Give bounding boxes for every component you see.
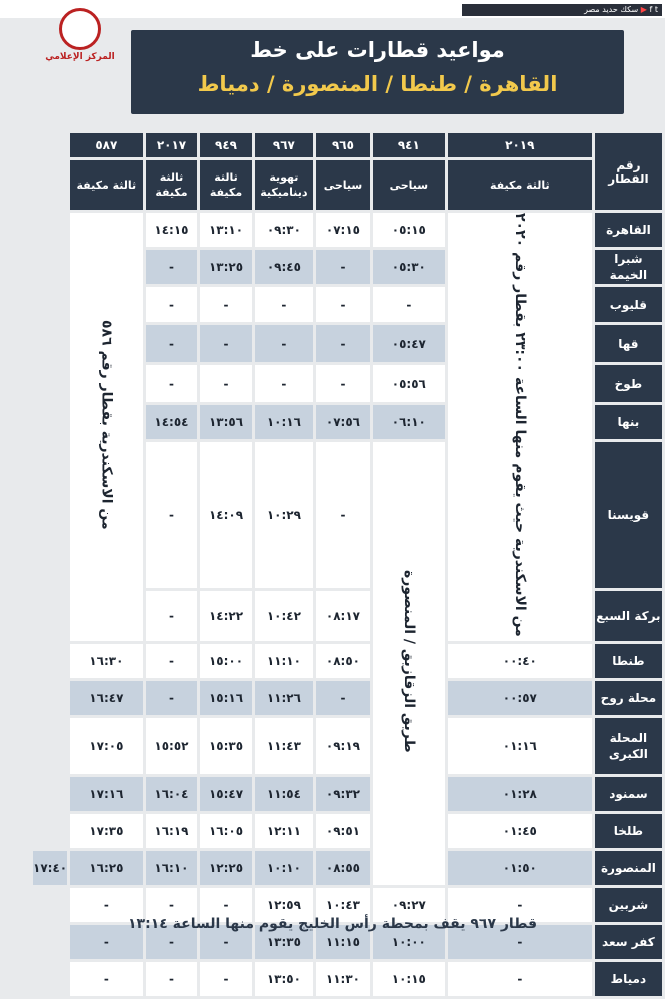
railway-logo-icon	[59, 8, 101, 50]
time-cell: ٠٨:٥٥	[316, 851, 370, 885]
time-cell: ١٠:٤٣	[316, 888, 370, 922]
time-cell: ٠٥:٤٧	[373, 325, 445, 362]
time-cell: -	[316, 365, 370, 402]
train-number-label: رقم القطار	[595, 133, 662, 210]
time-cell: -	[316, 325, 370, 362]
time-cell: ١٦:١٠	[146, 851, 198, 885]
title-banner	[131, 30, 624, 114]
logo	[30, 8, 130, 70]
time-cell: -	[448, 962, 592, 996]
time-cell: ١٤:٢٢	[200, 591, 251, 641]
station-name: محلة روح	[595, 681, 662, 715]
time-cell: ٠٧:١٥	[316, 213, 370, 247]
time-cell: ١٠:٠٠	[373, 925, 445, 959]
time-cell: ٠٩:٢٧	[373, 888, 445, 922]
time-cell: -	[316, 681, 370, 715]
station-name: سمنود	[595, 777, 662, 811]
time-cell: ٠٧:٥٦	[316, 405, 370, 439]
time-cell: -	[255, 325, 313, 362]
train-type: ثالثة مكيفة	[200, 160, 251, 210]
train-type: ثالثة مكيفة	[146, 160, 198, 210]
time-cell: -	[146, 442, 198, 588]
train-number: ٩٦٥	[316, 133, 370, 157]
station-name: طنطا	[595, 644, 662, 678]
time-cell: ١٥:٤٧	[200, 777, 251, 811]
time-cell: -	[316, 287, 370, 322]
time-cell: ٠٩:١٩	[316, 718, 370, 774]
note-train-2019: من الاسكندرية حيث يقوم منها الساعة ٢٣:٠٠ بقطار رقم ٢٠٢٠	[448, 213, 592, 641]
train-number: ٥٨٧	[70, 133, 142, 157]
logo-caption: المركز الإعلامي	[45, 52, 115, 62]
twitter-icon[interactable]: t	[654, 5, 658, 14]
time-cell: ٠٥:١٥	[373, 213, 445, 247]
time-cell: -	[70, 925, 142, 959]
train-type: سياحى	[316, 160, 370, 210]
station-name: شربين	[595, 888, 662, 922]
time-cell: -	[146, 287, 198, 322]
station-name: القاهرة	[595, 213, 662, 247]
time-cell: -	[146, 365, 198, 402]
time-cell: ١٥:٥٢	[146, 718, 198, 774]
time-cell: -	[146, 962, 198, 996]
station-name: كفر سعد	[595, 925, 662, 959]
time-cell: ٠٩:٣٢	[316, 777, 370, 811]
time-cell: ٠٠:٥٧	[448, 681, 592, 715]
time-cell: -	[146, 681, 198, 715]
time-cell: ١٥:٠٠	[200, 644, 251, 678]
time-cell: -	[316, 250, 370, 284]
train-number: ٩٤٩	[200, 133, 251, 157]
station-name: المحلة الكبرى	[595, 718, 662, 774]
time-cell: ١٣:٢٥	[200, 250, 251, 284]
time-cell: -	[200, 365, 251, 402]
time-cell: ١١:١٠	[255, 644, 313, 678]
time-cell: -	[448, 925, 592, 959]
time-cell: -	[70, 888, 142, 922]
time-cell: ١٢:٥٩	[255, 888, 313, 922]
time-cell: ١٥:٣٥	[200, 718, 251, 774]
time-cell: ١٣:٥٦	[200, 405, 251, 439]
time-cell: ١٠:١٦	[255, 405, 313, 439]
time-cell: ٠١:٥٠	[448, 851, 592, 885]
note-train-587: من الاسكندرية بقطار رقم ٥٨٦	[70, 213, 142, 641]
time-cell: ١٧:١٦	[70, 777, 142, 811]
time-cell: ١١:٢٦	[255, 681, 313, 715]
time-cell: -	[200, 962, 251, 996]
time-cell: ١٢:١١	[255, 814, 313, 848]
time-cell: ٠٥:٥٦	[373, 365, 445, 402]
time-cell: ١٤:١٥	[146, 213, 198, 247]
time-cell: ١١:١٥	[316, 925, 370, 959]
time-cell: -	[200, 287, 251, 322]
time-cell: ١٠:١٠	[255, 851, 313, 885]
train-type: ثالثة مكيفة	[70, 160, 142, 210]
time-cell: ٠١:١٦	[448, 718, 592, 774]
station-name: طلخا	[595, 814, 662, 848]
time-cell: ١٣:٥٠	[255, 962, 313, 996]
time-cell: ١٦:١٩	[146, 814, 198, 848]
time-cell: -	[146, 591, 198, 641]
time-cell: ١٤:٠٩	[200, 442, 251, 588]
brand-name: سكك حديد مصر	[584, 5, 639, 14]
footer-note: قطار ٩٦٧ يقف بمحطة رأس الخليج يقوم منها الساعة ١٣:١٤	[128, 916, 537, 932]
time-cell: ١٧:٠٥	[70, 718, 142, 774]
time-cell: ٠٦:١٠	[373, 405, 445, 439]
time-cell: ١٠:٢٩	[255, 442, 313, 588]
time-cell: ٠٨:٥٠	[316, 644, 370, 678]
time-cell: ١٣:١٠	[200, 213, 251, 247]
time-cell: ٠١:٤٥	[448, 814, 592, 848]
time-cell: -	[255, 365, 313, 402]
time-cell: -	[200, 888, 251, 922]
time-cell: ١١:٥٤	[255, 777, 313, 811]
station-name: بركة السبع	[595, 591, 662, 641]
time-cell: ١٦:٢٥	[70, 851, 142, 885]
train-type: ثالثة مكيفة	[448, 160, 592, 210]
time-cell: -	[146, 925, 198, 959]
time-cell: ١٦:٤٧	[70, 681, 142, 715]
time-cell: ٠٩:٣٠	[255, 213, 313, 247]
train-number: ٢٠١٩	[448, 133, 592, 157]
train-type: تهوية ديناميكية	[255, 160, 313, 210]
youtube-icon[interactable]: ▶	[640, 5, 647, 14]
time-cell: ٠٥:٣٠	[373, 250, 445, 284]
time-cell: ١٦:٠٥	[200, 814, 251, 848]
time-cell: -	[200, 325, 251, 362]
schedule-table	[30, 130, 665, 999]
time-cell: ١٣:٣٥	[255, 925, 313, 959]
route-title: القاهرة / طنطا / المنصورة / دمياط	[197, 72, 558, 96]
time-cell: ٠٨:١٧	[316, 591, 370, 641]
train-number: ٢٠١٧	[146, 133, 198, 157]
station-name: طوخ	[595, 365, 662, 402]
time-cell: ١٦:٠٤	[146, 777, 198, 811]
time-cell: ١٠:١٥	[373, 962, 445, 996]
time-cell: ١٧:٤٠	[33, 851, 67, 885]
time-cell: -	[255, 287, 313, 322]
station-name: قها	[595, 325, 662, 362]
time-cell: -	[146, 250, 198, 284]
time-cell: ١٥:١٦	[200, 681, 251, 715]
time-cell: -	[146, 325, 198, 362]
station-name: دمياط	[595, 962, 662, 996]
train-number: ٩٦٧	[255, 133, 313, 157]
time-cell: ١٧:٣٥	[70, 814, 142, 848]
time-cell: -	[146, 888, 198, 922]
time-cell: ٠٠:٤٠	[448, 644, 592, 678]
time-cell: ١١:٤٣	[255, 718, 313, 774]
time-cell: ٠١:٢٨	[448, 777, 592, 811]
time-cell: -	[373, 287, 445, 322]
station-name: شبرا الخيمة	[595, 250, 662, 284]
time-cell: -	[448, 888, 592, 922]
time-cell: ١٤:٥٤	[146, 405, 198, 439]
note-train-941: طريق الزقازيق / المنصورة	[373, 442, 445, 885]
time-cell: -	[70, 962, 142, 996]
page-title: مواعيد قطارات على خط	[250, 38, 505, 62]
station-name: قويسنا	[595, 442, 662, 588]
time-cell: ١١:٣٠	[316, 962, 370, 996]
train-type: سياحى	[373, 160, 445, 210]
time-cell: ٠٩:٥١	[316, 814, 370, 848]
time-cell: ١٢:٢٥	[200, 851, 251, 885]
station-name: المنصورة	[595, 851, 662, 885]
time-cell: ١٠:٤٢	[255, 591, 313, 641]
time-cell: ٠٩:٤٥	[255, 250, 313, 284]
station-name: قليوب	[595, 287, 662, 322]
time-cell: -	[316, 442, 370, 588]
social-strip	[462, 4, 662, 16]
time-cell: ١٦:٣٠	[70, 644, 142, 678]
time-cell: -	[146, 644, 198, 678]
facebook-icon[interactable]: f	[649, 5, 653, 14]
station-name: بنها	[595, 405, 662, 439]
time-cell: -	[200, 925, 251, 959]
train-number: ٩٤١	[373, 133, 445, 157]
